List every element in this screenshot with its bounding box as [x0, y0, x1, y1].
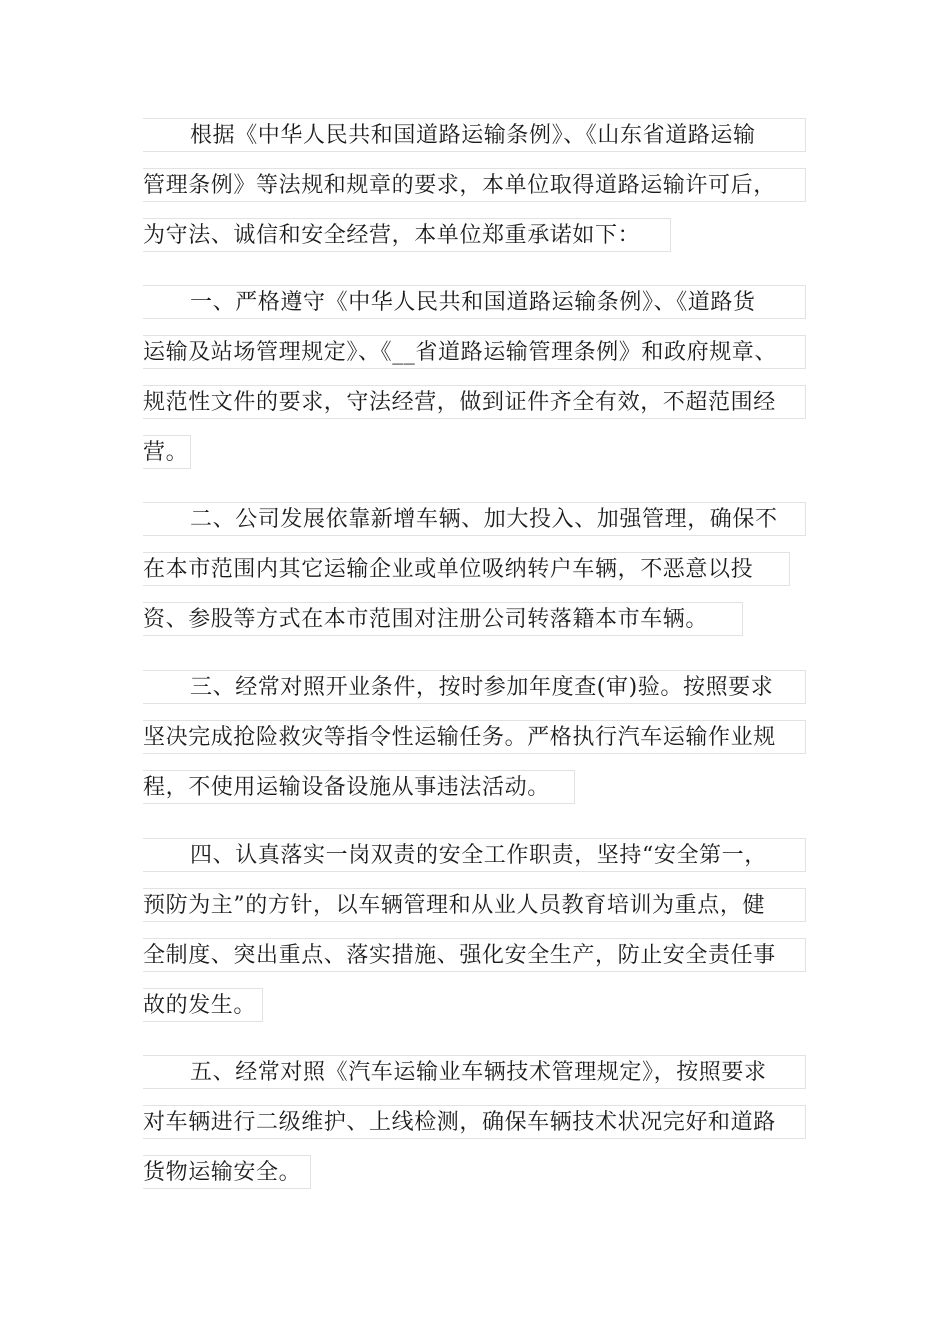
line-text: 运输及站场管理规定》、《__省道路运输管理条例》和政府规章、 [143, 340, 778, 365]
line-text: 一、严格遵守《中华人民共和国道路运输条例》、《道路货 [190, 290, 756, 315]
text-line [143, 888, 806, 922]
text-line [143, 385, 806, 419]
line-text: 全制度、突出重点、落实措施、强化安全生产，防止安全责任事 [143, 943, 776, 968]
line-text: 预防为主”的方针，以车辆管理和从业人员教育培训为重点，健 [143, 893, 766, 918]
text-line [143, 602, 743, 636]
line-text: 货物运输安全。 [143, 1160, 302, 1185]
text-line [143, 552, 790, 586]
line-text: 营。 [143, 440, 189, 465]
line-text: 管理条例》等法规和规章的要求，本单位取得道路运输许可后， [143, 173, 776, 198]
text-line [143, 770, 575, 804]
line-text: 在本市范围内其它运输企业或单位吸纳转户车辆，不恶意以投 [143, 557, 754, 582]
text-line [143, 988, 263, 1022]
text-line [143, 502, 806, 536]
line-text: 五、经常对照《汽车运输业车辆技术管理规定》，按照要求 [190, 1060, 767, 1085]
text-line [143, 938, 806, 972]
text-line [143, 670, 806, 704]
text-line [143, 1155, 311, 1189]
line-text: 程，不使用运输设备设施从事违法活动。 [143, 775, 550, 800]
text-line [143, 168, 806, 202]
line-text: 二、公司发展依靠新增车辆、加大投入、加强管理，确保不 [190, 507, 778, 532]
line-text: 对车辆进行二级维护、上线检测，确保车辆技术状况完好和道路 [143, 1110, 776, 1135]
text-line [143, 838, 806, 872]
text-line [143, 285, 806, 319]
text-line [143, 1105, 806, 1139]
line-text: 根据《中华人民共和国道路运输条例》、《山东省道路运输 [190, 123, 756, 148]
line-text: 资、参股等方式在本市范围对注册公司转落籍本市车辆。 [143, 607, 709, 632]
line-text: 坚决完成抢险救灾等指令性运输任务。严格执行汽车运输作业规 [143, 725, 776, 750]
text-line [143, 720, 806, 754]
line-text: 四、认真落实一岗双责的安全工作职责，坚持“安全第一， [190, 843, 767, 868]
text-line [143, 218, 671, 252]
text-line [143, 335, 806, 369]
text-line [143, 1055, 806, 1089]
text-line [143, 118, 806, 152]
line-text: 为守法、诚信和安全经营，本单位郑重承诺如下： [143, 223, 641, 248]
line-text: 三、经常对照开业条件，按时参加年度查(审)验。按照要求 [190, 675, 774, 700]
text-line [143, 435, 191, 469]
line-text: 故的发生。 [143, 993, 257, 1018]
line-text: 规范性文件的要求，守法经营，做到证件齐全有效，不超范围经 [143, 390, 776, 415]
